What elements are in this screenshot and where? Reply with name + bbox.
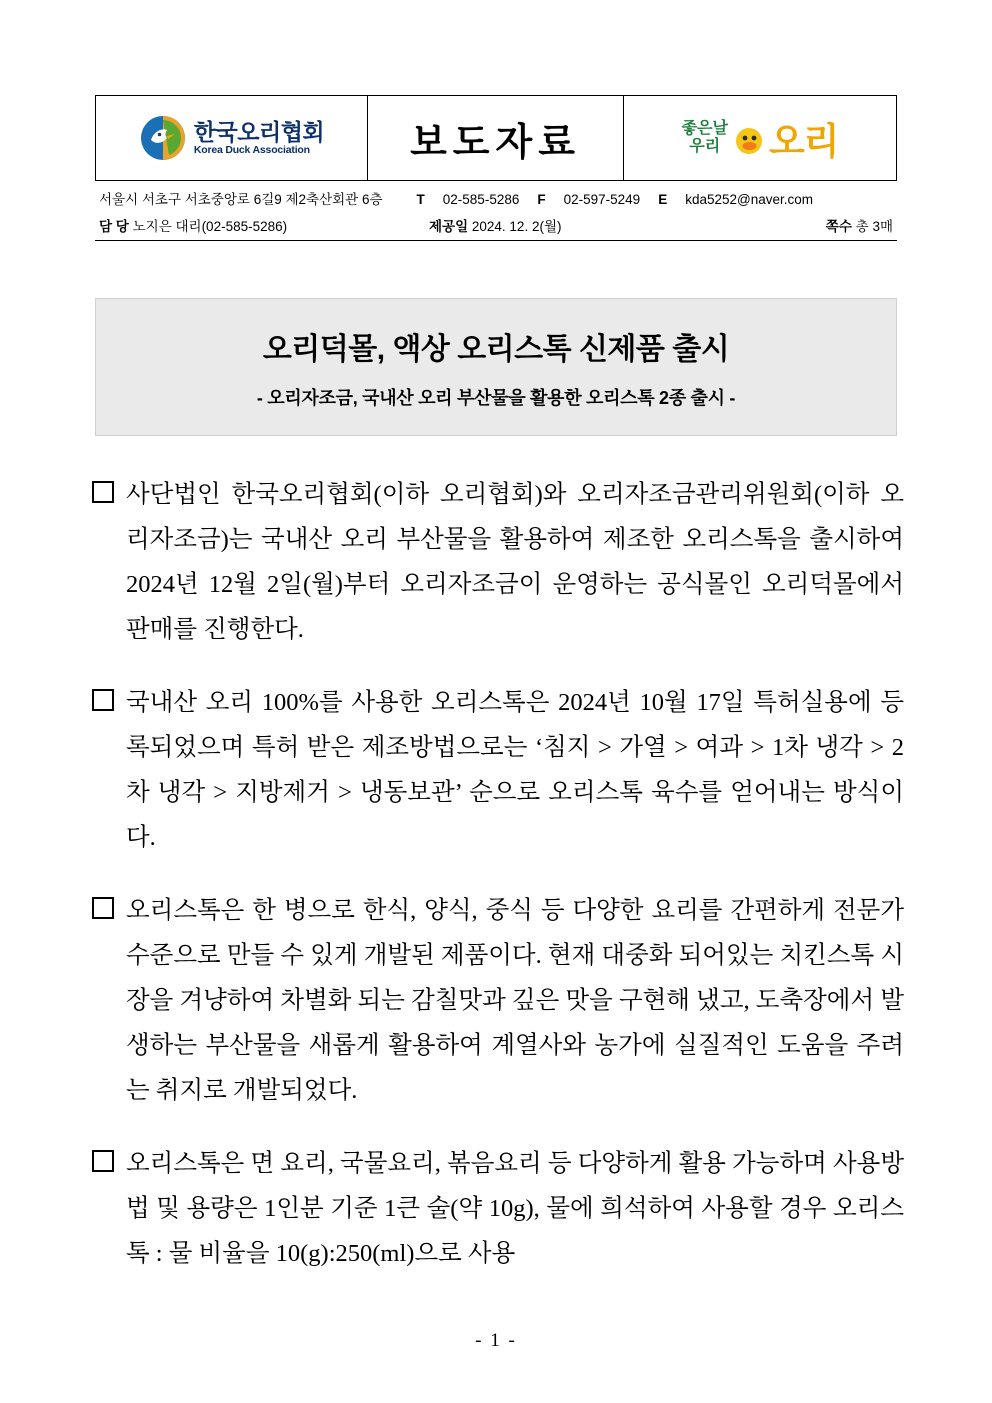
kda-logo-text xyxy=(194,120,324,155)
brand-slogan xyxy=(682,120,728,157)
duck-head-icon xyxy=(734,123,768,153)
letterhead xyxy=(95,95,897,241)
brand-wordmark xyxy=(734,111,838,165)
charge-info xyxy=(99,215,399,235)
document-type-label: 보도자료 xyxy=(410,121,581,164)
paragraph-text: 오리스톡은 한 병으로 한식, 양식, 중식 등 다양한 요리를 간편하게 전문가 수준으로 만들 수 있게 개발된 제품이다. 현재 대중화 되어있는 치킨스톡 시장을 겨냥하여 차별화 되는 감칠맛과 깊은 맛을 구현해 냈고, 도축장에서 발생하는 부산물을 새롭게 활용하여 계열사와 농가에 실질적인 도움을 주려는 취지로 개발되었다. xyxy=(126,897,904,1104)
duck-circle-logo-icon xyxy=(139,114,187,162)
fax-label: F xyxy=(537,192,546,207)
kda-name-kr: 한국오리협회 xyxy=(193,119,325,146)
fax-value: 02-597-5249 xyxy=(563,192,641,207)
pages-label: 쪽수 xyxy=(825,219,852,234)
charge-value: 노지은 대리(02-585-5286) xyxy=(132,219,288,234)
paragraph-text: 오리스톡은 면 요리, 국물요리, 볶음요리 등 다양하게 활용 가능하며 사용방법 및 용량은 1인분 기준 1큰 술(약 10g), 물에 희석하여 사용할 경우 오리스톡 : 물 비율을 10(g):250(ml)으로 사용 xyxy=(126,1150,904,1267)
paragraph xyxy=(92,680,904,860)
tel-label: T xyxy=(416,192,425,207)
contact-row xyxy=(99,188,893,208)
page-number: - 1 - xyxy=(475,1330,517,1351)
meta-row xyxy=(99,215,893,237)
square-bullet-icon xyxy=(92,481,114,503)
duck-brand-logo xyxy=(682,111,839,165)
tel-value: 02-585-5286 xyxy=(442,192,520,207)
press-release-title-box xyxy=(95,298,897,436)
charge-label: 담 당 xyxy=(99,219,129,234)
paragraph-text: 국내산 오리 100%를 사용한 오리스톡은 2024년 10월 17일 특허실용에 등록되었으며 특허 받은 제조방법으로는 ‘침지 > 가열 > 여과 > 1차 냉각 > 2차 냉각 > 지방제거 > 냉동보관’ 순으로 오리스톡 육수를 얻어내는 방식이다. xyxy=(126,689,904,851)
paragraph xyxy=(92,888,904,1113)
paragraph xyxy=(92,472,904,652)
provide-info xyxy=(399,215,703,235)
brand-logo-cell xyxy=(624,96,896,180)
square-bullet-icon xyxy=(92,897,114,919)
kda-name-en: Korea Duck Association xyxy=(193,143,310,156)
page-subtitle: - 오리자조금, 국내산 오리 부산물을 활용한 오리스톡 2종 출시 - xyxy=(256,388,736,408)
kda-logo xyxy=(139,114,324,162)
email-label: E xyxy=(658,192,668,207)
brand-slogan-line2: 우리 xyxy=(689,138,721,155)
provide-value: 2024. 12. 2(월) xyxy=(471,219,562,234)
office-address: 서울시 서초구 서초중앙로 6길9 제2축산회관 6층 xyxy=(99,192,383,207)
page-title: 오리덕몰, 액상 오리스톡 신제품 출시 xyxy=(262,333,730,366)
letterhead-top-row xyxy=(95,95,897,181)
association-logo-cell xyxy=(96,96,368,180)
square-bullet-icon xyxy=(92,689,114,711)
square-bullet-icon xyxy=(92,1150,114,1172)
letterhead-contact-block xyxy=(95,181,897,241)
provide-label: 제공일 xyxy=(429,219,469,234)
pages-value: 총 3매 xyxy=(855,219,893,234)
paragraph xyxy=(92,1141,904,1276)
paragraph-text: 사단법인 한국오리협회(이하 오리협회)와 오리자조금관리위원회(이하 오리자조금)는 국내산 오리 부산물을 활용하여 제조한 오리스톡을 출시하여 2024년 12월 2일(월)부터 오리자조금이 운영하는 공식몰인 오리덕몰에서 판매를 진행한다. xyxy=(126,481,904,643)
document-type-cell xyxy=(368,96,624,180)
body-content xyxy=(92,472,904,1304)
brand-slogan-line1: 좋은날 xyxy=(681,119,728,137)
brand-word-text: 오리 xyxy=(768,121,839,162)
pages-info xyxy=(703,215,893,235)
email-value: kda5252@naver.com xyxy=(685,192,813,207)
